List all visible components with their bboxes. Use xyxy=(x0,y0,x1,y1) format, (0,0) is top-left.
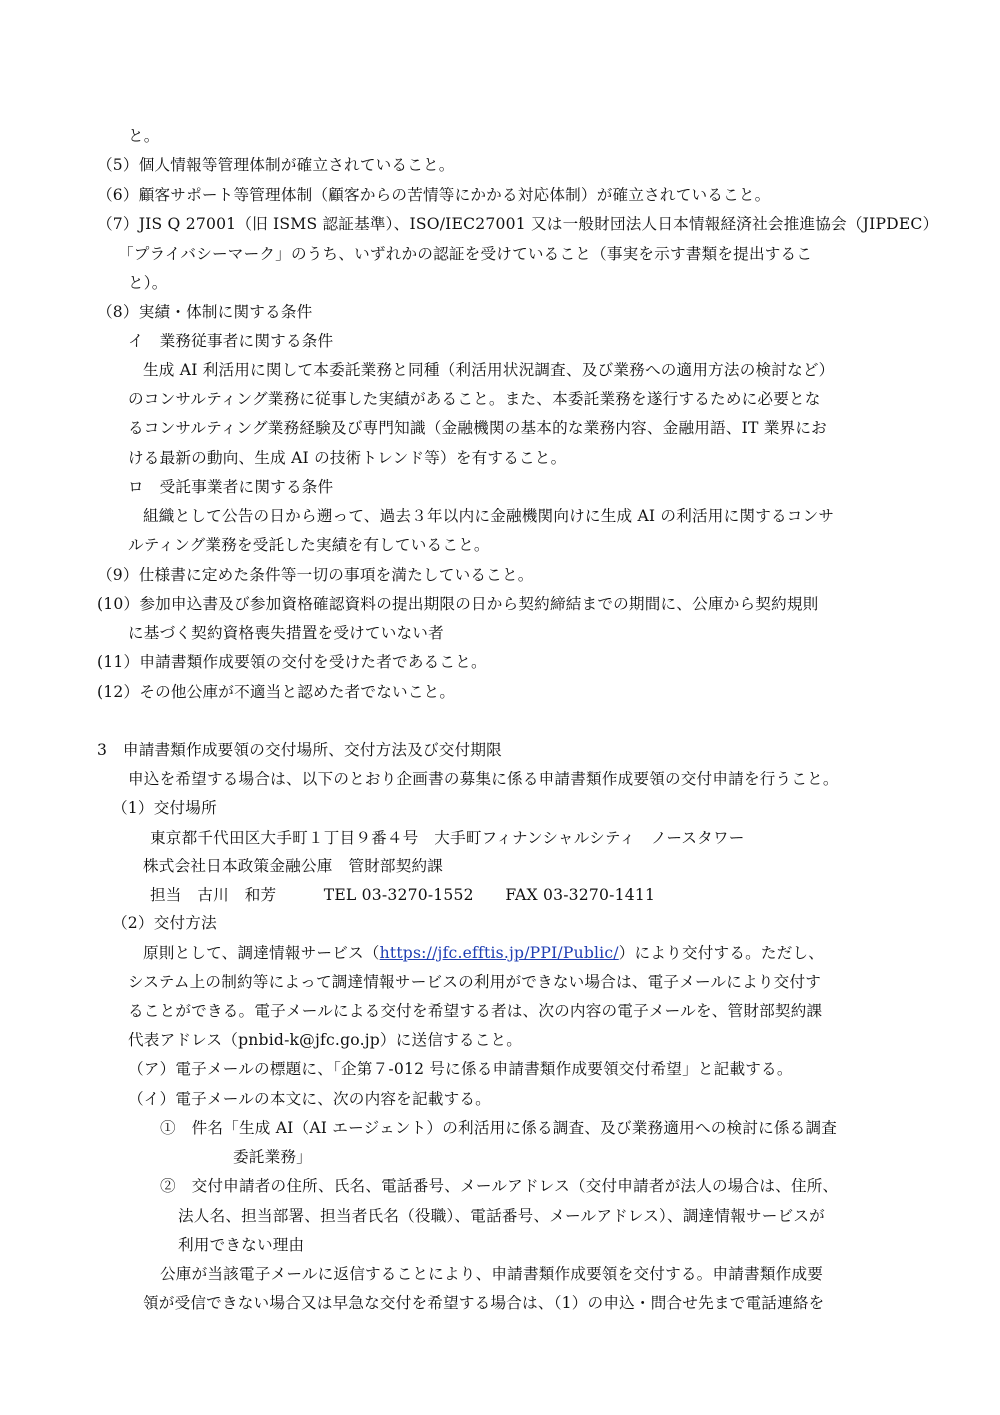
section-heading-3: 3 申請書類作成要領の交付場所、交付方法及び交付期限 xyxy=(97,741,502,759)
list-item-12: (12）その他公庫が不適当と認めた者でないこと。 xyxy=(97,683,456,701)
text-line: 委託業務」 xyxy=(233,1148,312,1166)
text-line: るコンサルティング業務経験及び専門知識（金融機関の基本的な業務内容、金融用語、IT 業界にお xyxy=(128,419,827,437)
text-line: 組織として公告の日から遡って、過去３年以内に金融機関向けに生成 AI の利活用に関するコンサ xyxy=(143,507,835,525)
text-line: 利用できない理由 xyxy=(178,1236,305,1254)
text-line: 公庫が当該電子メールに返信することにより、申請書類作成要領を交付する。申請書類作成要 xyxy=(160,1265,824,1283)
text-line: 生成 AI 利活用に関して本委託業務と同種（利活用状況調査、及び業務への適用方法の検討など） xyxy=(143,361,835,379)
text-line: 領が受信できない場合又は早急な交付を希望する場合は、（1）の申込・問合せ先まで電話連絡を xyxy=(143,1294,825,1312)
list-item-8: （8）実績・体制に関する条件 xyxy=(97,303,313,321)
sub-heading: ロ 受託事業者に関する条件 xyxy=(128,478,334,496)
text-line: ることができる。電子メールによる交付を希望する者は、次の内容の電子メールを、管財部契約課 xyxy=(128,1002,823,1020)
text-line: ける最新の動向、生成 AI の技術トレンド等）を有すること。 xyxy=(128,449,567,467)
text-segment: ）により交付する。ただし、 xyxy=(618,944,825,962)
address-line: 東京都千代田区大手町１丁目９番４号 大手町フィナンシャルシティ ノースタワー xyxy=(150,829,745,847)
procurement-service-link[interactable]: https://jfc.efftis.jp/PPI/Public/ xyxy=(379,944,619,962)
numbered-item-1: ① 件名「生成 AI（AI エージェント）の利活用に係る調査、及び業務適用への検討に係る調査 xyxy=(160,1119,838,1137)
text-line: 代表アドレス（pnbid-k@jfc.go.jp）に送信すること。 xyxy=(128,1031,523,1049)
text-line: ルティング業務を受託した実績を有していること。 xyxy=(128,536,490,554)
list-item-9: （9）仕様書に定めた条件等一切の事項を満たしていること。 xyxy=(97,566,534,584)
text-line: に基づく契約資格喪失措置を受けていない者 xyxy=(128,624,444,642)
office-line: 株式会社日本政策金融公庫 管財部契約課 xyxy=(143,857,444,875)
list-item-a: （ア）電子メールの標題に、「企第７-012 号に係る申請書類作成要領交付希望」と記載する。 xyxy=(128,1060,793,1078)
text-line xyxy=(143,943,824,963)
text-line: 法人名、担当部署、担当者氏名（役職）、電話番号、メールアドレス）、調達情報サービスが xyxy=(178,1207,825,1225)
list-item-7: （7）JIS Q 27001（旧 ISMS 認証基準）、ISO/IEC27001 又は一般財団法人日本情報経済社会推進協会（JIPDEC） xyxy=(97,215,939,233)
list-item-i: （イ）電子メールの本文に、次の内容を記載する。 xyxy=(128,1090,491,1108)
text-line: と）。 xyxy=(128,274,168,292)
list-item-10: (10）参加申込書及び参加資格確認資料の提出期限の日から契約締結までの期間に、公庫から契約規則 xyxy=(97,595,819,613)
list-item-5: （5）個人情報等管理体制が確立されていること。 xyxy=(97,156,455,174)
list-item-6: （6）顧客サポート等管理体制（顧客からの苦情等にかかる対応体制）が確立されていること。 xyxy=(97,186,771,204)
sub-heading: イ 業務従事者に関する条件 xyxy=(128,332,334,350)
text-line: と。 xyxy=(128,127,160,145)
text-segment: 原則として、調達情報サービス（ xyxy=(143,944,380,962)
list-item-11: (11）申請書類作成要領の交付を受けた者であること。 xyxy=(97,653,487,671)
text-line: のコンサルティング業務に従事した実績があること。また、本委託業務を遂行するために必要とな xyxy=(128,390,821,408)
text-line: 「プライバシーマーク」のうち、いずれかの認証を受けていること（事実を示す書類を提出するこ xyxy=(118,245,813,263)
text-line: 申込を希望する場合は、以下のとおり企画書の募集に係る申請書類作成要領の交付申請を行うこと。 xyxy=(128,770,839,788)
text-line: システム上の制約等によって調達情報サービスの利用ができない場合は、電子メールにより交付す xyxy=(128,973,822,991)
numbered-item-2: ② 交付申請者の住所、氏名、電話番号、メールアドレス（交付申請者が法人の場合は、住所、 xyxy=(160,1177,839,1195)
sub-heading: （1）交付場所 xyxy=(112,799,217,817)
contact-line: 担当 古川 和芳 TEL 03-3270-1552 FAX 03-3270-1411 xyxy=(150,886,656,904)
sub-heading: （2）交付方法 xyxy=(112,914,217,932)
